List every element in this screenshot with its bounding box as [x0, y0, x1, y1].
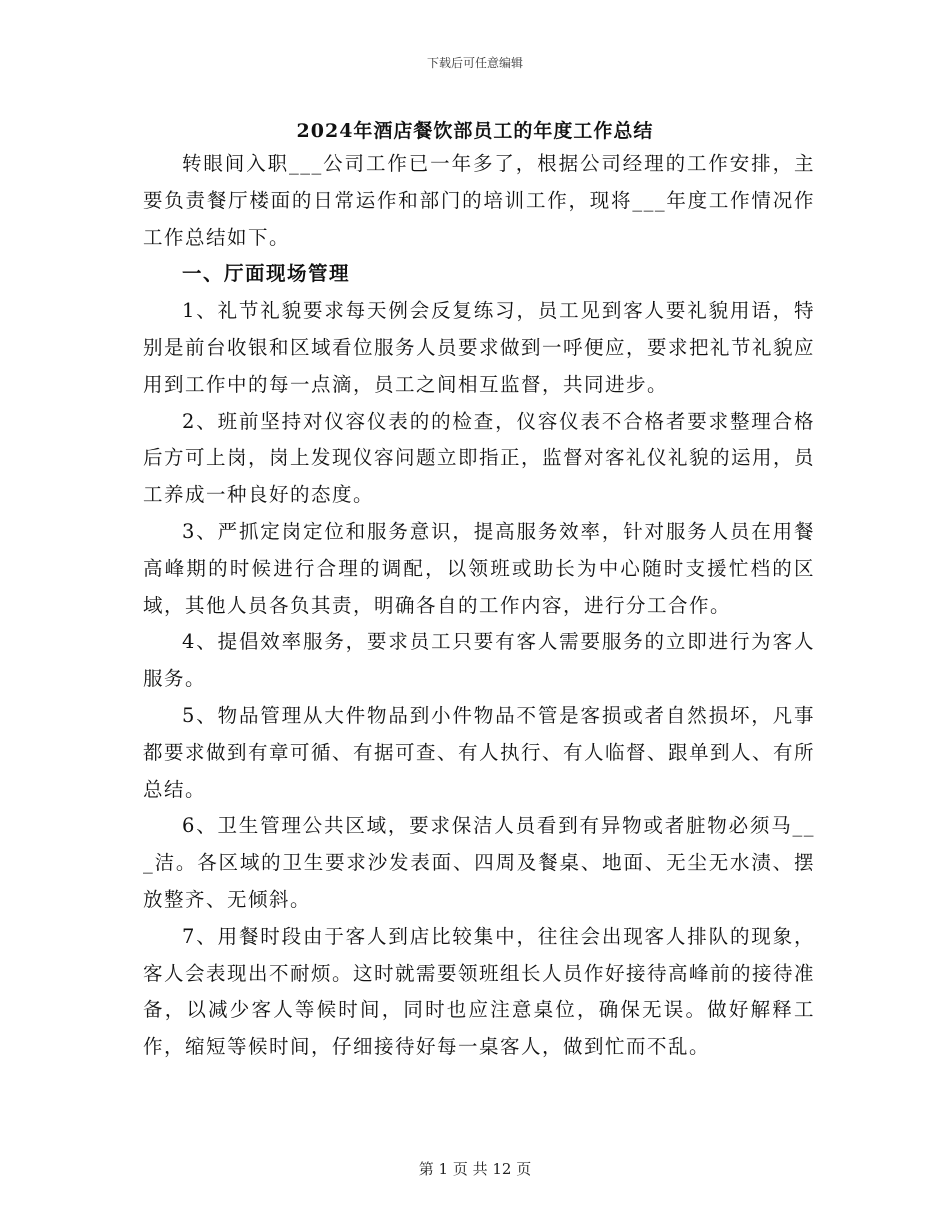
page-number: 第 1 页 共 12 页 — [418, 1160, 532, 1178]
paragraph-item-3: 3、严抓定岗定位和服务意识，提高服务效率，针对服务人员在用餐高峰期的时候进行合理的调配，以领班或助长为中心随时支援忙档的区域，其他人员各负其责，明确各自的工作内容，进行分工合作。 — [143, 519, 815, 617]
document-body — [143, 146, 815, 1066]
document-title: 2024年酒店餐饮部员工的年度工作总结 — [296, 120, 654, 142]
section-heading: 一、厅面现场管理 — [182, 262, 351, 286]
header-note: 下载后可任意编辑 — [426, 56, 523, 70]
paragraph-item-2: 2、班前坚持对仪容仪表的的检查，仪容仪表不合格者要求整理合格后方可上岗，岗上发现仪容问题立即指正，监督对客礼仪礼貌的运用，员工养成一种良好的态度。 — [143, 409, 816, 507]
intro-paragraph: 转眼间入职___公司工作已一年多了，根据公司经理的工作安排，主要负责餐厅楼面的日常运作和部门的培训工作，现将___年度工作情况作工作总结如下。 — [143, 152, 815, 249]
paragraph-item-1: 1、礼节礼貌要求每天例会反复练习，员工见到客人要礼貌用语，特别是前台收银和区域看位服务人员要求做到一呼便应，要求把礼节礼貌应用到工作中的每一点滴，员工之间相互监督，共同进步。 — [143, 299, 816, 396]
paragraph-item-5: 5、物品管理从大件物品到小件物品不管是客损或者自然损坏，凡事都要求做到有章可循、有据可查、有人执行、有人临督、跟单到人、有所总结。 — [143, 703, 816, 801]
paragraph-item-6: 6、卫生管理公共区域，要求保洁人员看到有异物或者脏物必须马___洁。各区域的卫生要求沙发表面、四周及餐桌、地面、无尘无水渍、摆放整齐、无倾斜。 — [143, 814, 815, 911]
paragraph-item-7: 7、用餐时段由于客人到店比较集中，往往会出现客人排队的现象，客人会表现出不耐烦。这时就需要领班组长人员作好接待高峰前的接待准备，以减少客人等候时间，同时也应注意桌位，确保无误。做好解释工作，缩短等候时间，仔细接待好每一桌客人，做到忙而不乱。 — [143, 924, 816, 1059]
paragraph-item-4: 4、提倡效率服务，要求员工只要有客人需要服务的立即进行为客人服务。 — [143, 630, 815, 691]
